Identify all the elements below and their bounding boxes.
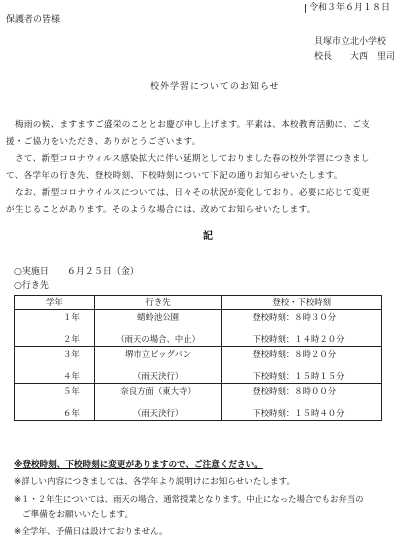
grade: ４年 [63,370,80,381]
date-text: 令和３年６月１８日 [309,3,391,13]
para-1-line-2: 援・ご協力をいただき、ありがとうございます。 [6,137,201,147]
header-times: 登校・下校時刻 [222,296,382,310]
event-date-label: ○実施日 [14,267,49,277]
destination-name: 奈良方面（東大寺） [120,386,196,396]
destination-note: （雨天決行） [132,370,184,381]
page-title: 校外学習についてのお知らせ [150,82,280,92]
grade-cell [15,310,95,347]
grade: １年 [63,312,80,322]
grade: ３年 [63,349,80,359]
header-destination: 行き先 [94,296,222,310]
departure-time: 下校時刻：１４時２０分 [252,333,345,344]
arrival-time: 登校時刻：８時００分 [252,386,337,396]
note-no-reserve-day: ※全学年、予備日は設けておりません。 [14,527,168,537]
note-rain-line-2: ご準備をお願いいたします。 [22,510,134,520]
arrival-time: 登校時刻：８時２０分 [252,349,337,359]
destination-cell [94,310,222,347]
grade-cell [15,384,95,421]
addressee: 保護者の皆様 [6,15,61,25]
table-row [15,347,382,384]
table-row [15,310,382,347]
document-date [305,4,390,13]
sender-school: 貝塚市立北小学校 [314,37,387,47]
ki-heading: 記 [203,231,213,242]
para-3-line-2: が生じることがあります。そのような場合には、改めてお知らせいたします。 [6,205,316,215]
destination-name: 堺市立ビッグバン [125,349,192,359]
destination-name: 蜻蛉池公園 [137,312,180,322]
destination-cell [94,347,222,384]
grade: ６年 [63,407,80,418]
times-cell [222,384,382,421]
para-2-line-2: て、各学年の行き先、登校時刻、下校時刻について下記の通りお知らせいたします。 [6,171,343,181]
times-cell [222,310,382,347]
note-time-change: ※登校時刻、下校時刻に変更がありますので、ご注意ください。 [14,460,263,470]
table-header-row [15,296,382,310]
note-rain-line-1: ※１・２年生については、雨天の場合、通常授業となります。中止になった場合でもお弁当の [14,494,364,504]
arrival-time: 登校時刻：８時３０分 [252,312,337,322]
destinations-label: ○行き先 [14,281,49,291]
grade-cell [15,347,95,384]
sender-title: 校長 [314,52,333,62]
note-details: ※詳しい内容につきましては、各学年より説明けにお知らせいたします。 [14,477,296,487]
destination-note: （雨天の場合、中止） [116,333,200,344]
departure-time: 下校時刻：１５時１５分 [252,370,345,381]
sender-name: 大西 里司 [350,52,396,62]
destination-cell [94,384,222,421]
event-date-value: ６月２５日（金） [66,267,139,277]
schedule-table [14,295,382,421]
times-cell [222,347,382,384]
destination-note: （雨天決行） [132,407,184,418]
para-1-line-1: 梅雨の候、ますますご盛栄のこととお慶び申し上げます。平素は、本校教育活動に、ご支 [15,120,371,130]
para-3-line-1: なお、新型コロナウイルスについては、日々その状況が変化しており、必要に応じて変更 [15,188,371,198]
event-date-line [14,268,139,277]
table-row [15,384,382,421]
sender-principal [314,53,395,62]
para-2-line-1: さて、新型コロナウィルス感染拡大に伴い延期としておりました春の校外学習につきまし [15,154,370,164]
grade: ５年 [63,386,80,396]
header-grade: 学年 [15,296,95,310]
departure-time: 下校時刻：１５時４０分 [252,407,345,418]
grade: ２年 [63,333,80,344]
